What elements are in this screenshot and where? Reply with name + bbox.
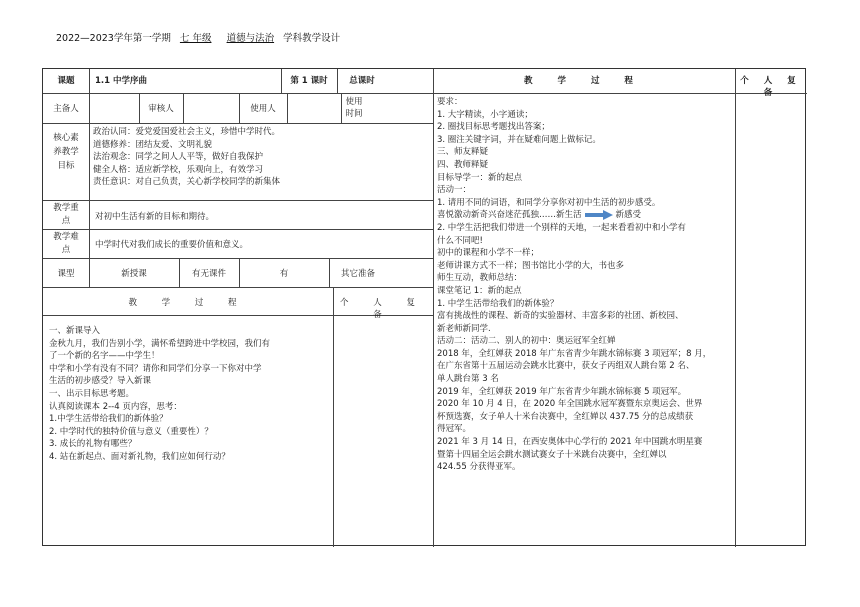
lesson-plan-table: [42, 68, 806, 546]
process-line: 2. 中学时代的独特价值与意义（重要性）？: [49, 426, 213, 437]
process-line: 四、教师释疑: [437, 159, 489, 170]
process-line: 生活的初步感受？导入新课: [49, 376, 152, 387]
process-line: 暨第十四届全运会跳水测试赛女子十米跳台决赛中，全红婵以: [437, 449, 667, 460]
year-term: 2022—2023学年第一学期: [56, 33, 171, 44]
process-line: 2018 年，全红婵获 2018 年广东省青少年跳水锦标赛 3 项冠军；8 月，: [437, 348, 712, 359]
divider-right-col: [735, 69, 736, 547]
left-review-header: 个 人 复 备: [340, 298, 426, 320]
process-line: 中学和小学有没有不同？请你和同学们分享一下你对中学: [49, 363, 262, 374]
right-process-body: [437, 96, 733, 474]
difficulty-label: 教学难点: [53, 232, 79, 255]
process-line: 单人跳台第 3 名: [437, 374, 499, 385]
process-line: 2. 圈找目标思考题找出答案；: [437, 122, 550, 133]
subject: 道德与法治: [226, 33, 275, 44]
core-goal-item: 健全人格：适应新学校，乐观向上，有效学习: [93, 164, 264, 175]
difficulty-text: 中学时代对我们成长的重要价值和意义。: [95, 240, 249, 250]
total-periods-label: 总课时: [349, 76, 375, 86]
process-line: 老师讲课方式不一样；图书馆比小学的大，书也多: [437, 260, 625, 271]
grade: 七 年级: [179, 33, 212, 44]
process-line: 一、出示目标思考题。: [49, 388, 135, 399]
process-line: 什么不同吧!: [437, 235, 483, 246]
process-line: 初中的课程和小学不一样；: [437, 248, 540, 259]
process-line: 2019 年，全红婵获 2019 年广东省青少年跳水锦标赛 5 项冠军。: [437, 386, 687, 397]
courseware-value: 有: [279, 269, 289, 279]
topic-label: 课题: [57, 76, 75, 86]
process-line: 1. 中学生活带给我们的新体验？: [437, 298, 559, 309]
process-line: 1.中学生活带给我们的新体验？: [49, 414, 168, 425]
use-time-label: 使用时间: [345, 97, 363, 119]
process-line: 活动一：: [437, 185, 472, 196]
reviewer-label: 审核人: [148, 104, 174, 114]
left-process-body: [49, 325, 331, 464]
lesson-title: 1.1 中学序曲: [95, 76, 148, 86]
process-line: 富有挑战性的课程、新奇的实验器材、丰富多彩的社团、新校园、: [437, 311, 684, 322]
left-process-header: 教 学 过 程: [128, 298, 248, 308]
process-line: 金秋九月，我们告别小学，满怀希望跨进中学校园，我们有: [49, 338, 271, 349]
design-suffix: 学科教学设计: [283, 33, 341, 44]
process-line: 得冠军。: [437, 424, 472, 435]
process-line: 4. 站在新起点、面对新礼物，我们应如何行动？: [49, 451, 230, 462]
process-line: 课堂笔记 1：新的起点: [437, 285, 522, 296]
process-line: 1. 大字精读，小字通读；: [437, 109, 533, 120]
process-line: 要求：: [437, 97, 463, 107]
process-line: 2. 中学生活把我们带进一个别样的天地，一起来看看初中和小学有: [437, 222, 686, 233]
right-review-header: 个 人 复 备: [740, 76, 802, 98]
process-line: 在广东省第十五届运动会跳水比赛中，获女子丙组双人跳台第 2 名、: [437, 361, 695, 372]
divider-middle: [433, 69, 434, 547]
key-point-text: 对初中生活有新的目标和期待。: [95, 212, 215, 222]
core-goal-item: 政治认同：爱党爱国爱社会主义，珍惜中学时代。: [93, 127, 281, 137]
process-line: 活动二：活动二、别人的初中：奥运冠军全红婵: [437, 336, 616, 347]
core-goal-item: 道德修养：团结友爱、文明礼貌: [93, 139, 213, 150]
user-label: 使用人: [250, 104, 276, 114]
process-line: 三、师友释疑: [437, 147, 489, 158]
process-line: 了一个新的名字——中学生！: [49, 351, 160, 362]
core-goal-item: 法治观念：同学之间人人平等，做好自我保护: [93, 152, 264, 163]
process-line: 一、新课导入: [49, 326, 101, 336]
other-prep-label: 其它准备: [340, 269, 375, 279]
process-line: 师生互动，教师总结：: [437, 273, 523, 284]
process-line: 认真阅读课本 2--4 页内容，思考：: [49, 401, 182, 412]
process-line: 424.55 分获得亚军。: [437, 462, 521, 473]
preparer-label: 主备人: [53, 104, 79, 114]
key-point-label: 教学重点: [53, 203, 79, 226]
process-line: 3. 成长的礼物有哪些？: [49, 439, 137, 450]
core-goal-item: 责任意识：对自己负责，关心新学校同学的新集体: [93, 177, 281, 188]
process-line: 3. 圈注关键字词，并在疑难问题上做标记。: [437, 134, 601, 145]
core-literacy-label: 核心素养教学目标: [53, 133, 79, 171]
process-line: 新老师新同学.: [437, 323, 491, 334]
lesson-type-label: 课型: [57, 269, 75, 279]
process-line: 1. 请用不同的词语，和同学分享你对初中生活的初步感受。: [437, 197, 661, 208]
right-process-header: 教 学 过 程: [524, 76, 644, 86]
lesson-type-value: 新授课: [121, 269, 147, 279]
process-line: 2021 年 3 月 14 日，在西安奥体中心学行的 2021 年中国跳水明星赛: [437, 437, 703, 448]
document-header: [56, 30, 340, 44]
process-line: 杯预选赛，女子单人十米台决赛中，全红婵以 437.75 分的总成绩获: [437, 411, 694, 422]
period-label: 第 1 课时: [290, 76, 328, 86]
right-arrow-icon: [585, 210, 613, 220]
core-goals-list: [93, 126, 429, 189]
courseware-label: 有无课件: [191, 269, 226, 279]
arrow-line: 喜悦激动新奇兴奋迷茫孤独……新生活 新感受: [437, 210, 642, 221]
process-line: 目标导学一：新的起点: [437, 172, 523, 183]
process-line: 2020 年 10 月 4 日，在 2020 年全国跳水冠军赛暨东京奥运会、世界: [437, 399, 703, 410]
